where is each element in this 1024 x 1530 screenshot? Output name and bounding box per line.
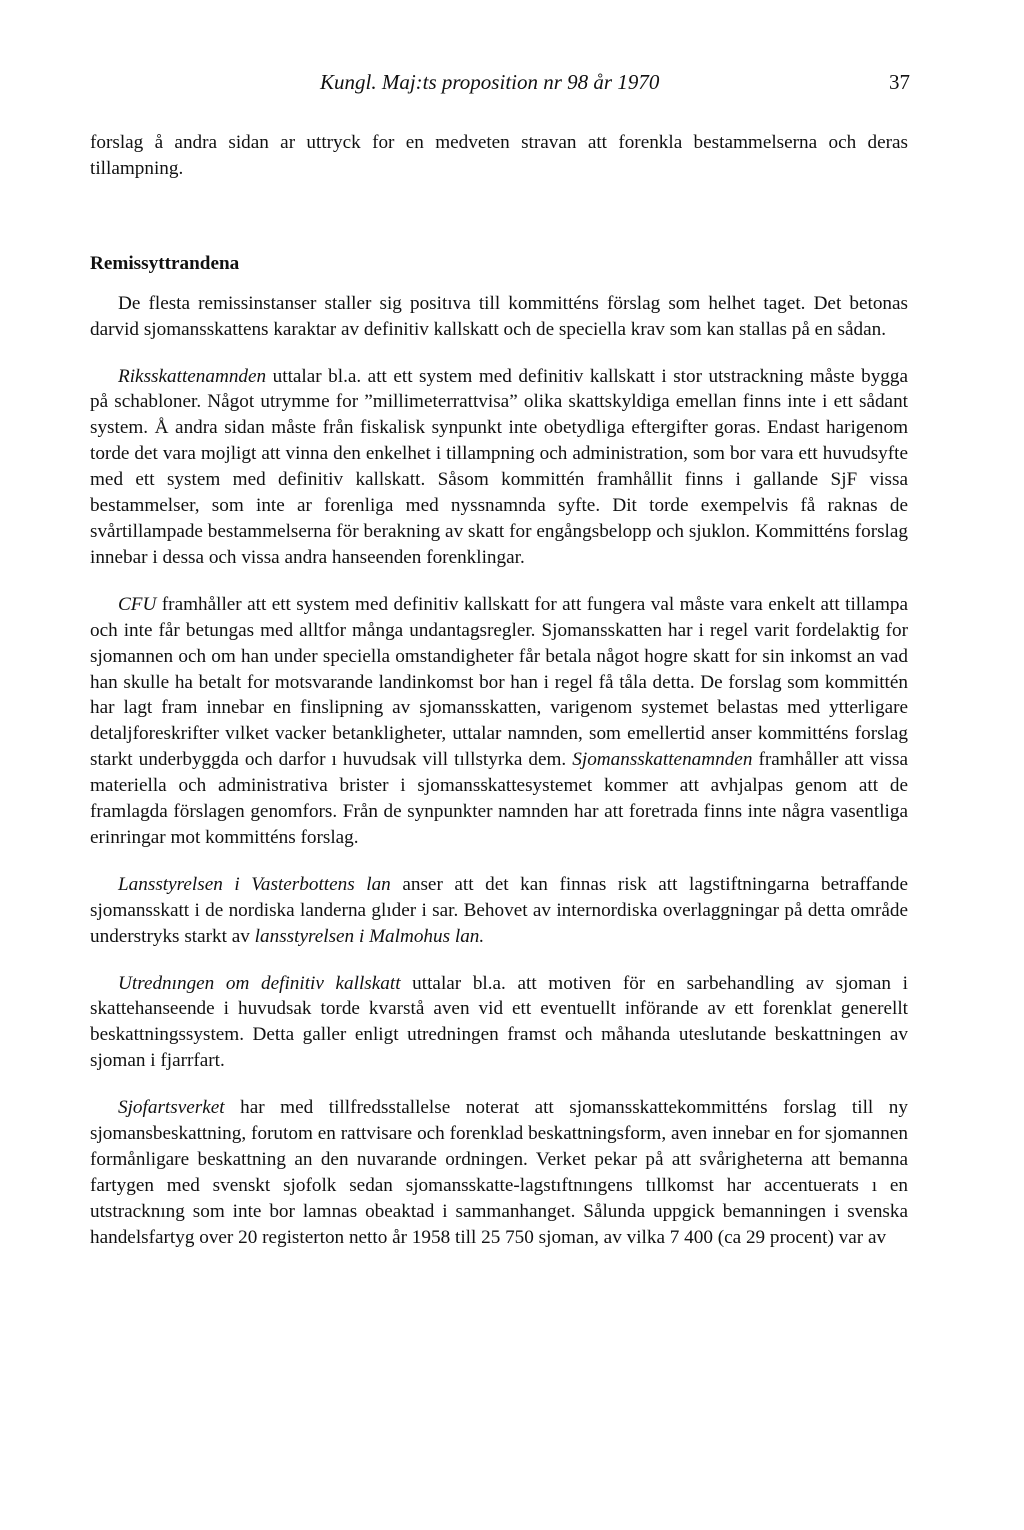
paragraph-5-lead: Utrednıngen om definitiv kallskatt	[118, 972, 401, 994]
paragraph-2-lead: Riksskattenamnden	[118, 365, 267, 387]
paragraph-6	[90, 1095, 908, 1250]
paragraph-3-text: framhåller att ett system med definitiv kallskatt for att fungera val måste vara enkelt att tillampa och inte får betungas med alltfor många undantagsregler. Sjomansskatten har i regel varit fordelaktig for sjomannen och om han under speciella omstandigheter får betala något hogre skatt for sin inkomst an vad han skulle ha betalt for motsvarande landinkomst bor han i regel få tåla detta. De forslag som kommittén har lagt fram innebar en finslipning av sjomansskatten, varigenom systemet belastas med ytterligare detaljforeskrifter vılket vacker betankligheter, uttalar namnden, som emellertid anser kommitténs forslag starkt underbyggda och darfor ı huvudsak vill tıllstyrka dem.	[90, 593, 908, 771]
running-header	[320, 70, 910, 104]
page-number: 37	[889, 70, 910, 94]
intro-paragraph: forslag å andra sidan ar uttryck for en medveten stravan att forenkla bestammelserna och deras tillampning.	[90, 132, 908, 179]
publication-title: Kungl. Maj:ts proposition nr 98 år 1970	[320, 70, 660, 94]
paragraph-4-text: anser att det kan finnas risk att lagstiftningarna betraffande sjomansskatt i de nordiska landerna glıder i sar. Behovet av internordiska overlaggningar på detta område understryks starkt av	[90, 873, 909, 947]
paragraph-6-text: har med tillfredsstallelse noterat att sjomansskattekommitténs forslag till ny sjomansbeskattning, forutom en rattvisare och forenklad beskattningsform, aven innebar en for sjomannen formånligare beskattning an den nuvarande ordningen. Verket pekar på att svårigheterna att bemanna fartygen med svenskt sjofolk sedan sjomansskatte-lagstıftnıngens tıllkomst har accentuerats ı en utstracknıng som inte bor lamnas obeaktad i sammanhanget. Sålunda uppgick bemanningen i svenska handelsfartyg over 20 registerton netto år 1958 till 25 750 sjoman, av vilka 7 400 (ca 29 procent) var av	[90, 1097, 908, 1248]
paragraph-4-lead: Lansstyrelsen i Vasterbottens lan	[118, 873, 391, 895]
section-heading: Remissyttrandena	[90, 252, 240, 274]
paragraph-4	[90, 872, 908, 950]
paragraph-3	[90, 592, 908, 851]
paragraph-5-text: uttalar bl.a. att motiven för en sarbehandling av sjoman i skattehanseende i huvudsak torde kvarstå aven vid ett eventuellt införande av ett forenklat generellt beskattningssystem. Detta galler enligt utredningen framst och måhanda uteslutande beskattningen av sjoman i fjarrfart.	[90, 972, 908, 1072]
paragraph-4-tail: lansstyrelsen i Malmohus lan.	[254, 925, 485, 947]
paragraph-2	[90, 364, 908, 571]
paragraph-1: De flesta remissinstanser staller sig positıva till kommitténs förslag som helhet taget. Det betonas darvid sjomansskattens karaktar av definitiv kallskatt och de speciella krav som kan stallas på en sådan.	[90, 292, 908, 340]
paragraph-3-lead-2: Sjomansskattenamnden	[572, 749, 753, 771]
paragraph-6-lead: Sjofartsverket	[118, 1097, 225, 1119]
paragraph-5	[90, 971, 908, 1075]
paragraph-3-text-2: framhåller att vissa materiella och administrativa brister i sjomansskattesystemet kommer att avhjalpas genom att de framlagda förslagen genomfors. Från de synpunkter namnden har att foretrada finns inte några vasentliga erinringar mot kommitténs forslag.	[90, 749, 909, 848]
paragraph-2-text: uttalar bl.a. att ett system med definitiv kallskatt i stor utstrackning måste bygga på schabloner. Något utrymme for ”millimeterrattvisa” olika skattskyldiga emellan finns inte i ett sådant system. Å andra sidan måste från fiskalisk synpunkt inte obetydliga eftergifter goras. Endast harigenom torde det vara mojligt att vinna den enkelhet i tillampning och administration, som bor vara ett huvudsyfte med ett system med definitiv kallskatt. Såsom kommittén framhållit finns i gallande SjF vissa bestammelser, som inte ar forenliga med nyssnamnda syfte. Dit torde exempelvis få raknas de svårtillampade bestammelserna för berakning av skatt for engångsbelopp och sjuklon. Kommitténs forslag innebar i dessa och vissa andra hanseenden forenklingar.	[90, 365, 908, 568]
body-text	[90, 130, 908, 1251]
paragraph-3-lead: CFU	[118, 593, 157, 615]
